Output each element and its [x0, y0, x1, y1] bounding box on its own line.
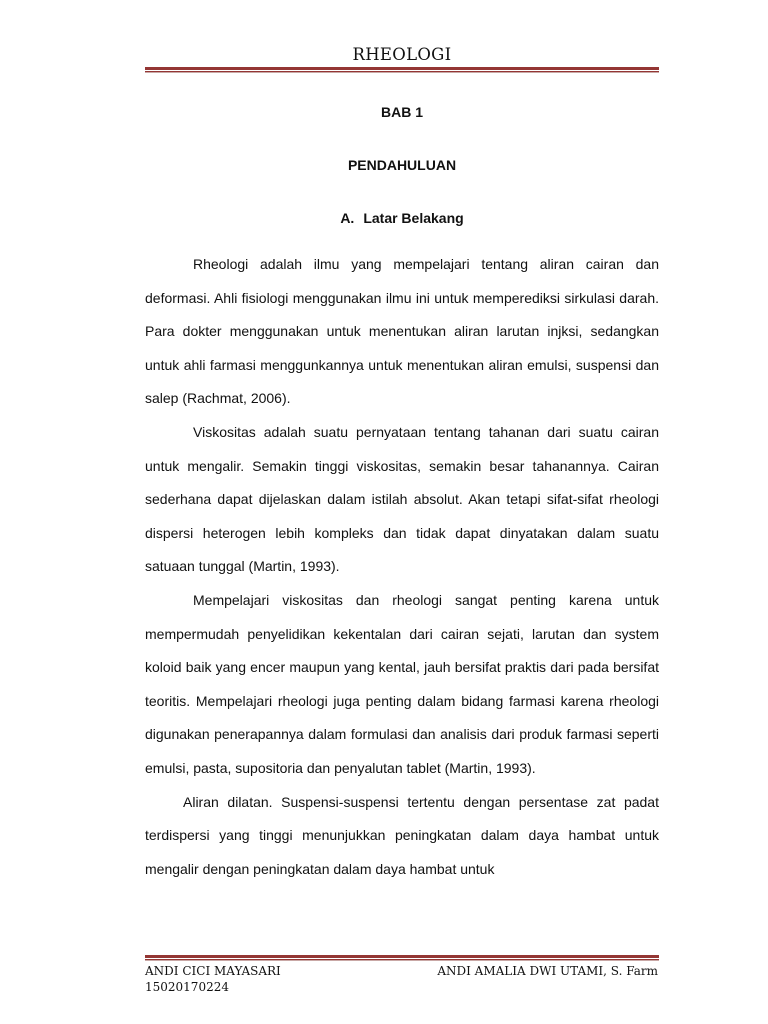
paragraph: Viskositas adalah suatu pernyataan tentang tahanan dari suatu cairan untuk mengalir. Semakin tinggi viskositas, semakin besar tahanannya. Cairan sederhana dapat dijelaskan dalam istilah absolut. Akan tetapi sifat-sifat rheologi dispersi heterogen lebih kompleks dan tidak dapat dinyatakan dalam suatu satuaan tunggal (Martin, 1993).: [145, 423, 659, 575]
paragraph: Mempelajari viskositas dan rheologi sangat penting karena untuk mempermudah penyelidikan kekentalan dari cairan sejati, larutan dan system koloid baik yang encer maupun yang kental, jauh bersifat praktis dari pada bersifat teoritis. Mempelajari rheologi juga penting dalam bidang farmasi karena rheologi digunakan penerapannya dalam formulasi dan analisis dari produk farmasi seperti emulsi, pasta, supositoria dan penyalutan tablet (Martin, 1993).: [145, 591, 659, 776]
chapter-number: BAB 1: [380, 104, 423, 120]
section-title: Latar Belakang: [363, 210, 464, 226]
body-text: [145, 248, 659, 886]
footer-supervisor: ANDI AMALIA DWI UTAMI, S. Farm: [437, 964, 658, 978]
footer-rule: [145, 955, 659, 961]
author-id: 15020170224: [145, 980, 229, 994]
section-heading: [145, 210, 659, 226]
header-rule: [145, 67, 659, 73]
chapter-title: PENDAHULUAN: [347, 157, 457, 173]
section-letter: A.: [340, 210, 355, 226]
paragraph: Aliran dilatan. Suspensi-suspensi tertentu dengan persentase zat padat terdispersi yang tinggi menunjukkan peningkatan dalam daya hambat untuk mengalir dengan peningkatan dalam daya hambat untuk: [145, 793, 659, 877]
page-header-title: RHEOLOGI: [352, 45, 452, 64]
author-name: ANDI CICI MAYASARI: [145, 964, 281, 978]
footer-author: [145, 963, 281, 995]
paragraph: Rheologi adalah ilmu yang mempelajari tentang aliran cairan dan deformasi. Ahli fisiologi menggunakan ilmu ini untuk memperediksi sirkulasi darah. Para dokter menggunakan untuk menentukan aliran larutan injksi, sedangkan untuk ahli farmasi menggunkannya untuk menentukan aliran emulsi, suspensi dan salep (Rachmat, 2006).: [145, 256, 659, 407]
